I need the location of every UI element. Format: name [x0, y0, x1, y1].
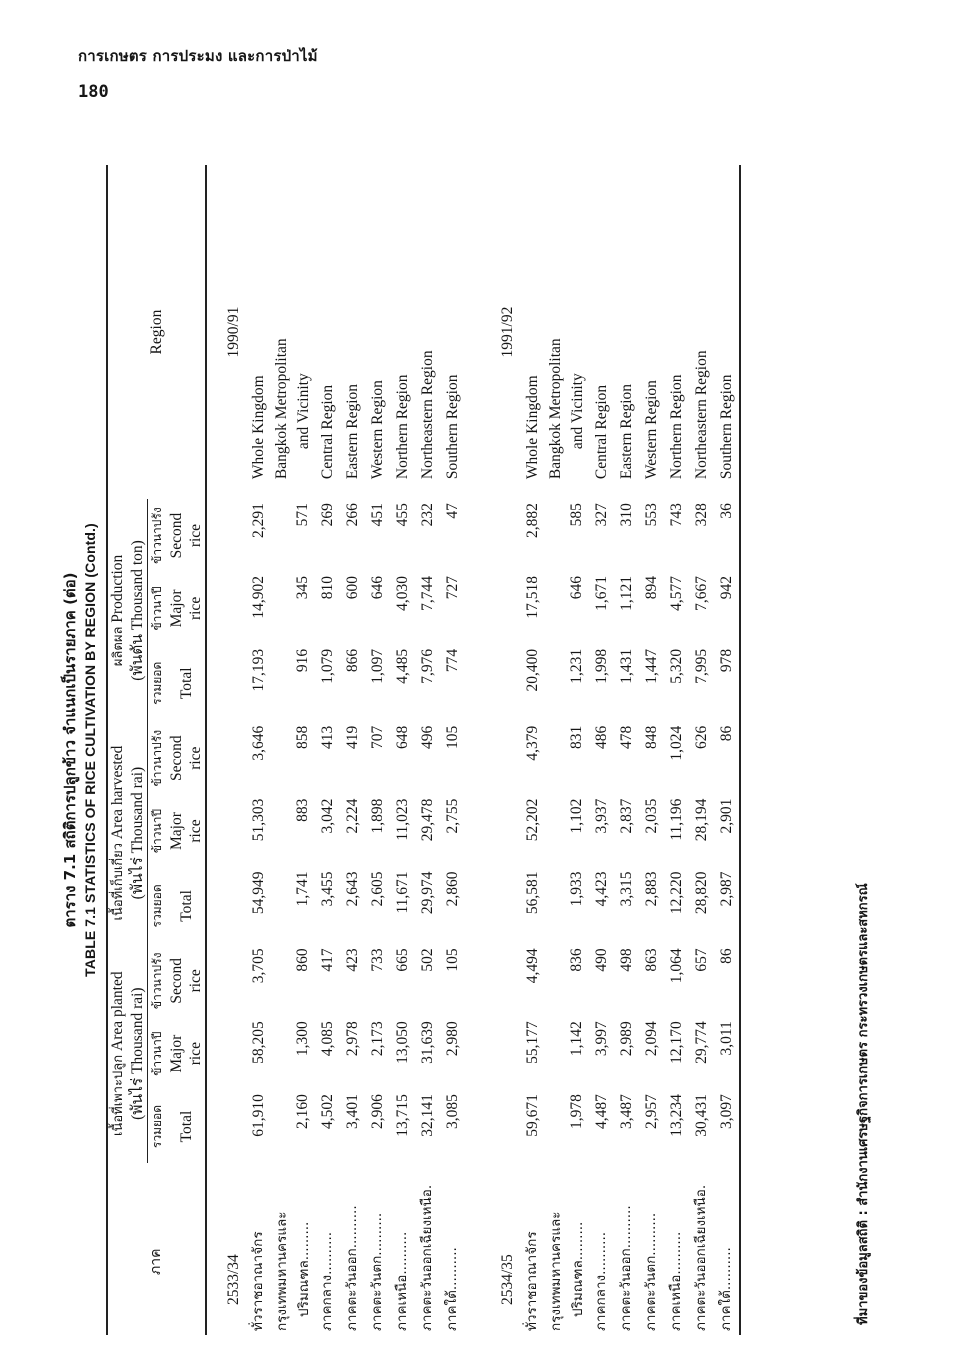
- table-cell: 1,741: [294, 871, 311, 907]
- table-cell: 52,202: [524, 798, 541, 842]
- region-column-header-thai: ภาค: [107, 1163, 206, 1335]
- table-body: [206, 165, 740, 1335]
- year-label-thai: 2534/35: [499, 1254, 516, 1305]
- sub-header-thai: ข้าวนาปรัง: [150, 507, 164, 564]
- table-cell: 2,987: [714, 867, 740, 944]
- table-cell: 7,976: [419, 648, 436, 684]
- table-cell: 3,401: [344, 1094, 361, 1129]
- sub-header-thai: รวมยอด: [150, 661, 164, 705]
- sub-header-english: Major rice: [167, 1017, 206, 1090]
- table-cell: 29,478: [419, 798, 436, 842]
- table-cell: 743: [668, 503, 685, 527]
- table-cell: 4,423: [593, 871, 610, 907]
- region-name-thai: ภาคตะวันตก..........: [369, 1212, 385, 1331]
- table-cell: 2,755: [444, 798, 461, 834]
- table-cell: 1,671: [593, 575, 610, 611]
- table-cell: 13,715: [394, 1094, 411, 1137]
- area-harvested-unit: (พันไร่ Thousand rai): [129, 766, 146, 900]
- region-name-thai: ภาคใต้..........: [714, 1163, 740, 1335]
- table-cell: 3,937: [593, 798, 610, 834]
- table-cell: 2,980: [444, 1021, 461, 1057]
- table-row: [714, 165, 740, 1335]
- production-english: Production: [109, 554, 126, 623]
- table-cell: 56,581: [524, 871, 541, 915]
- table-row: [246, 165, 271, 1335]
- sub-header-english: Major rice: [167, 795, 206, 868]
- table-cell: 863: [643, 948, 660, 972]
- table-cell: 3,097: [714, 1090, 740, 1163]
- region-name-english: Bangkok Metropolitan and Vicinity: [273, 338, 312, 480]
- table-cell: 585: [568, 503, 585, 527]
- table-cell: 836: [568, 948, 585, 972]
- region-name-english: Northeastern Region: [419, 350, 436, 480]
- table-cell: 626: [693, 725, 710, 749]
- region-name-english: Southern Region: [714, 165, 740, 499]
- area-planted-unit: (พันไร่ Thousand rai): [129, 987, 146, 1120]
- region-name-thai: กรุงเทพมหานครและ ปริมณฑล.........: [548, 1211, 586, 1331]
- table-cell: 55,177: [524, 1021, 541, 1064]
- table-cell: 1,447: [643, 648, 660, 684]
- table-cell: 7,667: [693, 575, 710, 611]
- region-name-english: Central Region: [319, 384, 336, 480]
- table-cell: 860: [294, 948, 311, 972]
- region-name-thai: ภาคตะวันตก..........: [643, 1212, 659, 1331]
- table-cell: 883: [294, 798, 311, 822]
- table-cell: 54,949: [250, 871, 267, 915]
- table-cell: 553: [643, 503, 660, 527]
- table-cell: 600: [344, 575, 361, 600]
- table-cell: 2,957: [643, 1094, 660, 1129]
- table-row: [689, 165, 714, 1335]
- table-cell: 3,085: [444, 1094, 461, 1129]
- table-cell: 86: [714, 944, 740, 1017]
- table-cell: 1,097: [369, 648, 386, 684]
- table-cell: 32,141: [419, 1094, 436, 1137]
- region-name-thai: กรุงเทพมหานครและ ปริมณฑล.........: [274, 1211, 312, 1331]
- table-cell: 345: [294, 575, 311, 600]
- table-cell: 496: [419, 725, 436, 749]
- table-row: [520, 165, 545, 1335]
- table-cell: 59,671: [524, 1094, 541, 1137]
- table-cell: 2,860: [444, 871, 461, 907]
- page-header: [78, 44, 318, 102]
- region-name-thai: ภาคเหนือ..........: [394, 1231, 410, 1331]
- table-cell: 423: [344, 948, 361, 972]
- table-cell: 942: [714, 572, 740, 645]
- table-cell: 3,487: [618, 1094, 635, 1129]
- table-cell: 727: [444, 575, 461, 600]
- table-cell: 810: [319, 575, 336, 600]
- region-column-header-english: Region: [107, 165, 206, 499]
- data-source-note: ที่มาของข้อมูลสถิติ : สำนักงานเศรษฐกิจการเกษตร กระทรวงเกษตรและสหกรณ์: [856, 883, 871, 1325]
- table-cell: 3,042: [319, 798, 336, 834]
- table-caption-english: TABLE 7.1 STATISTICS OF RICE CULTIVATION BY REGION (Contd.): [82, 523, 98, 977]
- table-cell: 17,518: [524, 575, 541, 619]
- area-planted-thai: เนื้อที่เพาะปลูก: [111, 1054, 126, 1136]
- table-cell: 28,820: [693, 871, 710, 915]
- table-cell: 5,320: [668, 648, 685, 684]
- table-cell: 3,455: [319, 871, 336, 907]
- table-cell: 1,121: [618, 575, 635, 611]
- table-cell: 571: [294, 503, 311, 527]
- table-cell: 774: [444, 648, 461, 673]
- table-cell: 20,400: [524, 648, 541, 692]
- table-cell: 4,487: [593, 1094, 610, 1129]
- table-cell: 7,995: [693, 648, 710, 684]
- table-cell: 490: [593, 948, 610, 972]
- table-row: [315, 165, 340, 1335]
- table-cell: 413: [319, 725, 336, 749]
- year-label-english: 1991/92: [499, 306, 516, 358]
- region-name-english: Eastern Region: [344, 383, 361, 480]
- sub-header-thai: ข้าวนาปี: [150, 808, 164, 854]
- table-cell: 12,170: [668, 1021, 685, 1064]
- table-cell: 2,035: [643, 798, 660, 834]
- table-cell: 2,643: [344, 871, 361, 907]
- table-row: [271, 165, 315, 1335]
- table-cell: 502: [419, 948, 436, 972]
- table-cell: 28,194: [693, 798, 710, 842]
- table-cell: 2,989: [618, 1021, 635, 1057]
- region-name-english: Western Region: [643, 380, 660, 480]
- table-cell: 51,303: [250, 798, 267, 842]
- table-cell: 4,030: [394, 575, 411, 611]
- table-cell: 61,910: [250, 1094, 267, 1137]
- table-cell: 1,978: [568, 1094, 585, 1129]
- sub-header-english: Total: [167, 1090, 206, 1163]
- year-row-filler: [495, 499, 520, 1163]
- table-cell: 831: [568, 725, 585, 749]
- sub-header-english: Second rice: [167, 944, 206, 1017]
- table-cell: 2,224: [344, 798, 361, 834]
- table-cell: 232: [419, 503, 436, 527]
- table-cell: 478: [618, 725, 635, 749]
- sub-header-thai: รวมยอด: [150, 884, 164, 928]
- table-cell: 707: [369, 725, 386, 749]
- table-cell: 7,744: [419, 575, 436, 611]
- table-cell: 29,974: [419, 871, 436, 915]
- table-cell: 31,639: [419, 1021, 436, 1064]
- table-cell: 11,023: [394, 798, 411, 841]
- year-label-english: 1990/91: [225, 306, 242, 358]
- table-cell: 2,173: [369, 1021, 386, 1057]
- table-cell: 105: [444, 948, 461, 972]
- production-group-header: [107, 499, 148, 722]
- table-cell: 327: [593, 503, 610, 527]
- table-cell: 419: [344, 725, 361, 749]
- table-cell: 1,142: [568, 1021, 585, 1057]
- sub-header-english: Second rice: [167, 722, 206, 795]
- table-cell: 105: [444, 725, 461, 749]
- table-cell: 455: [394, 503, 411, 527]
- sub-header-thai: ข้าวนาปี: [150, 586, 164, 631]
- sub-header-thai: รวมยอด: [150, 1104, 164, 1149]
- table-cell: 328: [693, 503, 710, 527]
- table-cell: 1,064: [668, 948, 685, 984]
- sub-header-thai: ข้าวนาปรัง: [150, 729, 164, 787]
- sub-header-english: Major rice: [167, 572, 206, 645]
- table-cell: 646: [568, 575, 585, 600]
- sub-header-english: Total: [167, 645, 206, 722]
- table-cell: 1,998: [593, 648, 610, 684]
- table-cell: 646: [369, 575, 386, 600]
- table-cell: 1,898: [369, 798, 386, 834]
- table-cell: 36: [714, 499, 740, 572]
- region-name-english: Central Region: [593, 384, 610, 480]
- rotated-table-region: [60, 165, 880, 1335]
- region-name-english: Eastern Region: [618, 383, 635, 480]
- table-row: [589, 165, 614, 1335]
- region-name-english: Northeastern Region: [693, 350, 710, 480]
- table-cell: 11,196: [668, 798, 685, 841]
- table-row: [639, 165, 664, 1335]
- table-cell: 3,705: [250, 948, 267, 984]
- region-name-thai: ภาคตะวันออกเฉียงเหนือ.: [693, 1184, 709, 1331]
- table-cell: 14,902: [250, 575, 267, 619]
- table-cell: 451: [369, 503, 386, 527]
- region-name-thai: ภาคกลาง..........: [593, 1231, 609, 1331]
- area-harvested-group-header: [107, 722, 148, 945]
- table-cell: 4,577: [668, 575, 685, 611]
- region-name-english: Northern Region: [668, 374, 685, 480]
- table-row: [614, 165, 639, 1335]
- table-cell: 3,011: [714, 1017, 740, 1090]
- region-name-thai: ภาคตะวันออกเฉียงเหนือ.: [419, 1184, 435, 1331]
- table-cell: 648: [394, 725, 411, 749]
- table-cell: 894: [643, 575, 660, 600]
- table-captions: [60, 165, 100, 1335]
- table-cell: 12,220: [668, 871, 685, 915]
- sub-header-english: Total: [167, 867, 206, 944]
- table-cell: 1,231: [568, 648, 585, 684]
- table-cell: 86: [714, 722, 740, 795]
- region-name-thai: ภาคตะวันออก..........: [618, 1205, 634, 1331]
- table-cell: 1,102: [568, 798, 585, 834]
- table-cell: 58,205: [250, 1021, 267, 1064]
- region-name-english: Whole Kingdom: [250, 375, 267, 480]
- table-cell: 1,300: [294, 1021, 311, 1057]
- table-cell: 2,094: [643, 1021, 660, 1057]
- region-name-thai: ภาคตะวันออก..........: [344, 1205, 360, 1331]
- table-cell: 2,605: [369, 871, 386, 907]
- table-cell: 1,079: [319, 648, 336, 684]
- table-cell: 30,431: [693, 1094, 710, 1137]
- table-cell: 310: [618, 503, 635, 527]
- sub-header-english: Second rice: [167, 499, 206, 572]
- table-cell: 858: [294, 725, 311, 749]
- table-row: [390, 165, 415, 1335]
- table-cell: 2,160: [294, 1094, 311, 1129]
- table-row: [664, 165, 689, 1335]
- area-planted-english: Area planted: [109, 971, 126, 1051]
- table-cell: 2,882: [524, 503, 541, 538]
- area-harvested-english: Area harvested: [109, 745, 126, 840]
- region-name-english: Bangkok Metropolitan and Vicinity: [547, 338, 586, 480]
- table-row: [340, 165, 365, 1335]
- table-cell: 47: [444, 503, 461, 519]
- table-cell: 2,883: [643, 871, 660, 907]
- table-row: [415, 165, 440, 1335]
- region-name-english: Southern Region: [444, 374, 461, 480]
- table-cell: 2,291: [250, 503, 267, 538]
- table-cell: 4,085: [319, 1021, 336, 1057]
- table-cell: 733: [369, 948, 386, 972]
- production-unit: (พันตัน Thousand ton): [129, 540, 146, 681]
- table-caption-thai: ตาราง 7.1 สถิติการปลูกข้าว จำแนกเป็นรายภาค (ต่อ): [61, 572, 79, 928]
- table-cell: 4,494: [524, 948, 541, 984]
- table-cell: 3,315: [618, 871, 635, 907]
- sub-header-thai: ข้าวนาปรัง: [150, 952, 164, 1010]
- region-name-thai: ภาคกลาง..........: [319, 1231, 335, 1331]
- region-name-english: Northern Region: [394, 374, 411, 480]
- table-cell: 657: [693, 948, 710, 972]
- table-cell: 11,671: [394, 871, 411, 914]
- table-cell: 848: [643, 725, 660, 749]
- table-cell: 866: [344, 648, 361, 673]
- rice-statistics-table: [106, 165, 741, 1335]
- table-cell: 29,774: [693, 1021, 710, 1064]
- table-cell: 13,234: [668, 1094, 685, 1137]
- table-cell: 3,646: [250, 725, 267, 761]
- region-name-thai: ภาคใต้..........: [444, 1247, 460, 1331]
- table-cell: 2,906: [369, 1094, 386, 1129]
- spacer-row: [206, 165, 221, 1335]
- table-cell: 4,502: [319, 1094, 336, 1129]
- area-harvested-thai: เนื้อที่เก็บเกี่ยว: [111, 842, 126, 921]
- table-row: [545, 165, 589, 1335]
- production-thai: ผลิตผล: [111, 626, 126, 667]
- table-cell: 2,837: [618, 798, 635, 834]
- year-row-filler: [221, 499, 246, 1163]
- table-row: [440, 165, 465, 1335]
- page-number: 180: [78, 82, 109, 102]
- year-label-thai: 2533/34: [225, 1254, 242, 1305]
- region-name-english: Western Region: [369, 380, 386, 480]
- table-cell: 266: [344, 503, 361, 527]
- region-name-thai: ทั่วราชอาณาจักร: [250, 1231, 266, 1331]
- region-name-thai: ทั่วราชอาณาจักร: [524, 1231, 540, 1331]
- spacer-row: [465, 165, 495, 1335]
- table-cell: 3,997: [593, 1021, 610, 1057]
- table-cell: 1,024: [668, 725, 685, 761]
- table-row: [365, 165, 390, 1335]
- sub-header-thai: ข้าวนาปี: [150, 1031, 164, 1076]
- table-cell: 269: [319, 503, 336, 527]
- region-name-english: Whole Kingdom: [524, 375, 541, 480]
- table-cell: 4,379: [524, 725, 541, 761]
- table-cell: 1,933: [568, 871, 585, 907]
- table-cell: 417: [319, 948, 336, 972]
- year-row: [221, 165, 246, 1335]
- table-cell: 498: [618, 948, 635, 972]
- year-row: [495, 165, 520, 1335]
- table-cell: 4,485: [394, 648, 411, 684]
- table-cell: 2,978: [344, 1021, 361, 1057]
- table-cell: 486: [593, 725, 610, 749]
- region-name-thai: ภาคเหนือ..........: [668, 1231, 684, 1331]
- table-cell: 916: [294, 648, 311, 673]
- area-planted-group-header: [107, 944, 148, 1163]
- table-cell: 665: [394, 948, 411, 972]
- table-cell: 13,050: [394, 1021, 411, 1064]
- table-cell: 978: [714, 645, 740, 722]
- table-cell: 1,431: [618, 648, 635, 684]
- table-cell: 2,901: [714, 795, 740, 868]
- running-header-title: การเกษตร การประมง และการป่าไม้: [78, 47, 318, 65]
- table-cell: 17,193: [250, 648, 267, 692]
